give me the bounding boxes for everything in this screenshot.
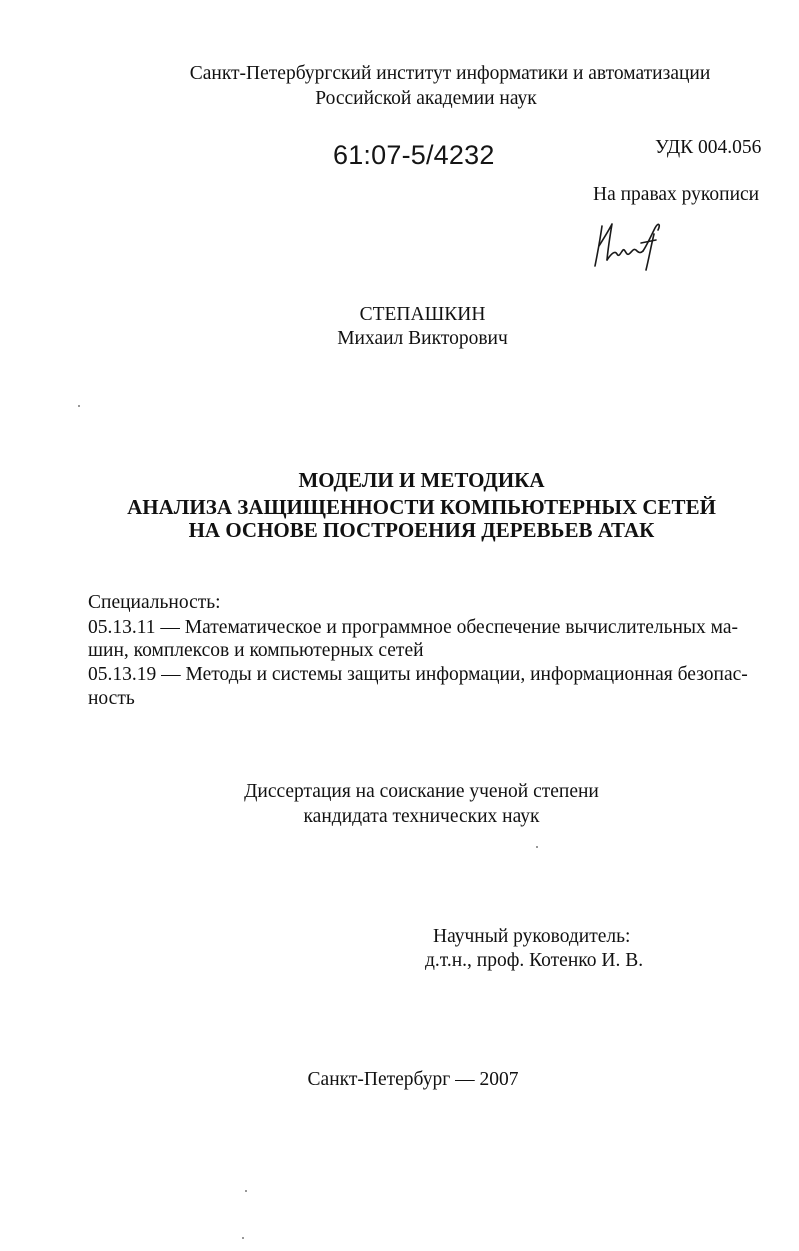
scan-speck	[536, 846, 538, 848]
institute-line-2: Российской академии наук	[315, 88, 537, 109]
supervisor-label: Научный руководитель:	[433, 926, 631, 947]
udk-code: УДК 004.056	[655, 137, 762, 158]
footer-city-year: Санкт-Петербург — 2007	[307, 1069, 519, 1090]
specialty-line-4: ность	[88, 688, 135, 709]
specialty-line-1: 05.13.11 — Математическое и программное обеспечение вычислительных ма-	[88, 617, 739, 638]
specialty-line-3: 05.13.19 — Методы и системы защиты информации, информационная безопас-	[88, 664, 748, 685]
title-line-1: МОДЕЛИ И МЕТОДИКА	[298, 468, 545, 492]
title-line-2: АНАЛИЗА ЗАЩИЩЕННОСТИ КОМПЬЮТЕРНЫХ СЕТЕЙ	[127, 495, 716, 519]
title-line-3: НА ОСНОВЕ ПОСТРОЕНИЯ ДЕРЕВЬЕВ АТАК	[188, 518, 655, 542]
scan-speck	[242, 1237, 244, 1239]
author-surname: СТЕПАШКИН	[359, 304, 486, 325]
scan-speck	[245, 1190, 247, 1192]
supervisor-name: д.т.н., проф. Котенко И. В.	[425, 950, 644, 971]
specialty-line-2: шин, комплексов и компьютерных сетей	[88, 640, 424, 661]
author-given-names: Михаил Викторович	[337, 328, 508, 349]
archive-stamp: 61:07-5/4232	[333, 140, 495, 170]
specialty-label: Специальность:	[88, 592, 221, 613]
dissertation-line-1: Диссертация на соискание ученой степени	[244, 781, 599, 802]
signature-icon	[588, 216, 670, 278]
institute-line-1: Санкт-Петербургский институт информатики и автоматизации	[189, 63, 711, 84]
dissertation-line-2: кандидата технических наук	[303, 806, 540, 827]
scan-speck	[78, 405, 80, 407]
rights-note: На правах рукописи	[593, 184, 760, 205]
